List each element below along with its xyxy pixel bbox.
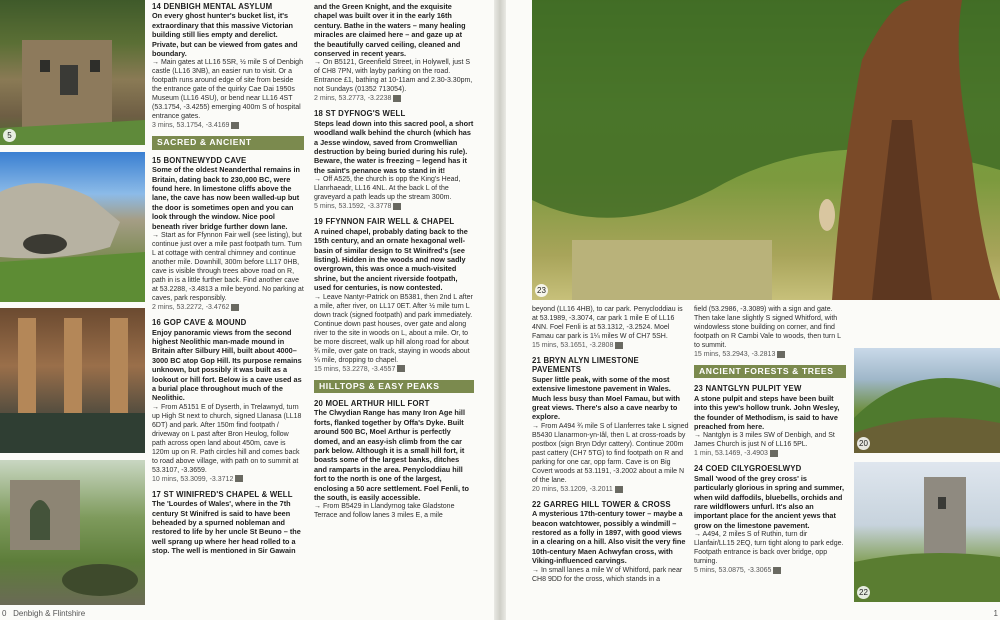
holy-well-bath-photo <box>0 308 145 453</box>
map-icon <box>231 304 239 311</box>
entry-title: 17 ST WINIFRED'S CHAPEL & WELL <box>152 489 293 499</box>
folio <box>2 609 85 618</box>
entry-body: The 'Lourdes of Wales', where in the 7th century St Winifred is said to have been beheaded by a spurned nobleman and restored to life by her uncle St Beuno – the well sprang up where her head rolled to a stop. The well is mentioned in Sir Gawain <box>152 499 301 556</box>
entry-title: 14 DENBIGH MENTAL ASYLUM <box>152 2 273 11</box>
entry-grid: 3 mins, 53.1754, -3.4169 <box>152 121 304 130</box>
left-column-2 <box>314 2 474 520</box>
entry-body: A ruined chapel, probably dating back to the 15th century, and an ornate hexagonal well-basin of similar design to St Winifred's (see listing). Hidden in the woods and now sadly overgrown, this was once a much-visited shrine, but the ancient riverside footpath, used for centuries, is now contested. <box>314 226 468 293</box>
entry-grid: 15 mins, 53.2943, -3.2813 <box>694 350 846 359</box>
map-icon <box>393 95 401 102</box>
asylum-ruin-photo <box>0 0 145 145</box>
entry-grid: 2 mins, 53.2773, -3.2238 <box>314 94 474 103</box>
chapter-name: Denbigh & Flintshire <box>13 609 86 618</box>
photo-number: 22 <box>857 586 870 599</box>
right-page <box>506 0 1000 620</box>
stone-tower-photo <box>854 462 1000 602</box>
limestone-cave-photo <box>0 152 145 302</box>
entry-body: The Clwydian Range has many Iron Age hill forts, flanked together by Offa's Dyke. Built around 500 BC, Moel Arthur is perfectly domed, and an easy-ish climb from the car park below. Although it is a small hill fort, it boasts some of the largest banks, ditches and ramparts in the area. Penycloddiau hill fort to the north is one of the largest, enclosing a 50 acre settlement. Foel Fenli, to the south, is easily accessible. <box>314 408 469 502</box>
entry-title: 18 ST DYFNOG'S WELL <box>314 109 406 119</box>
entry-body: Small 'wood of the grey cross' is particularly glorious in spring and summer, when wild daffodils, bluebells, orchids and rare wildflowers unfurl. It's also an important place for the ancient yews that grow on the limestone pavement. <box>694 473 845 530</box>
entry-title: 16 GOP CAVE & MOUND <box>152 318 247 328</box>
book-gutter <box>494 0 506 620</box>
entry-body: and the Green Knight, and the exquisite chapel was built over it in the early 16th century. Bathe in the waters – many healing miracles are claimed here – and gaze up at the beautifully carved ceiling, cleaned and conserved in recent years. <box>314 2 466 59</box>
entry-directions: → Off A525, the church is opp the King's Head, Llanrhaeadr, LL16 4NL. At the back L of the graveyard a path leads up the stream 300m. <box>314 176 461 202</box>
map-icon <box>615 342 623 349</box>
entry-grid: 20 mins, 53.1209, -3.2011 <box>532 485 690 494</box>
entry-grid: 5 mins, 53.0875, -3.3065 <box>694 566 846 575</box>
section-header-hilltops: HILLTOPS & EASY PEAKS <box>314 380 474 393</box>
hill-fort-photo <box>854 348 1000 453</box>
left-page <box>0 0 494 620</box>
entry-title: 23 NANTGLYN PULPIT YEW <box>694 384 802 394</box>
right-column-b <box>694 305 846 575</box>
entry-directions: → A494, 2 miles S of Ruthin, turn dir Llanfair/LL15 2EQ, turn tight along to park edge. Footpath entrance is back over bridge, opp turning. <box>694 531 844 566</box>
entry-grid: 15 mins, 53.2278, -3.4557 <box>314 365 474 374</box>
entry-title: 24 COED CILYGROESLWYD <box>694 464 802 474</box>
ancient-yew-photo <box>532 0 1000 300</box>
entry-body: A stone pulpit and steps have been built into this yew's hollow trunk. John Wesley, the founder of Methodism, is said to have preached from here. <box>694 393 840 432</box>
entry-body: Enjoy panoramic views from the second highest Neolithic man-made mound in Britain after Silbury Hill, built about 4000–3000 BC atop Gop Hill. Its purpose remains unknown, but possibly it was built as a lookout or hill fort. Below is a cave used as a burial place throughout much of the Neolithic. <box>152 327 302 403</box>
tower-illustration <box>854 462 1000 602</box>
map-icon <box>773 567 781 574</box>
entry-directions: → From B5429 in Llandyrnog take Gladstone Terrace and follow lanes 3 miles E, a mile <box>314 503 455 520</box>
entry-directions: → Start as for Ffynnon Fair well (see listing), but continue just over a mile past footpath turn. Turn L at cottage with central chimney and continue another mile. Downhill, 300m before LL17 0HB, cave is visible through trees above road on R, path in is a little further back. Find another cave at 53.2288, -3.4813 a mile beyond. No parking at caves, park responsibly. <box>152 232 304 303</box>
section-header-forests: ANCIENT FORESTS & TREES <box>694 365 846 378</box>
entry-grid: 15 mins, 53.1651, -3.2808 <box>532 341 690 350</box>
ruined-chapel-photo <box>0 460 145 605</box>
entry-grid: 5 mins, 53.1592, -3.3778 <box>314 202 474 211</box>
page-number: 0 <box>2 609 7 618</box>
entry-title: 15 BONTNEWYDD CAVE <box>152 155 247 165</box>
entry-title: 20 MOEL ARTHUR HILL FORT <box>314 398 430 408</box>
entry-title: 22 GARREG HILL TOWER & CROSS <box>532 499 671 509</box>
chapel-ruin-illustration <box>0 460 145 605</box>
asylum-ruin-illustration <box>0 0 145 145</box>
map-icon <box>777 351 785 358</box>
entry-directions: → Nantglyn is 3 miles SW of Denbigh, and St James Church is just N of LL16 5PL. <box>694 432 835 449</box>
map-icon <box>393 203 401 210</box>
entry-title: 21 BRYN ALYN LIMESTONE PAVEMENTS <box>532 356 639 375</box>
entry-directions: beyond (LL16 4HB), to car park. Penycloddiau is at 53.1989, -3.3074, car park 1 mile E of LL16 4NN. Foel Fenli is at 53.1312, -3.2524. Moel Famau car park is 1¼ miles W of CH7 5SH. <box>532 306 683 340</box>
entry-body: Some of the oldest Neanderthal remains in Britain, dating back to 230,000 BC, were found here. In limestone cliffs above the lane, the cave has now been walled-up but the door is sometimes open and you can look through the window. Nice pool beneath river bridge further down lane. <box>152 165 300 231</box>
entry-directions: → Main gates at LL16 5SR, ½ mile S of Denbigh castle (LL16 3NB), an easier run to visit. Or a footpath runs around edge of site from beside the entrance gate of the quirky Cae Dai 1950s Museum (LL16 4SU), or bend near LL16 4ST (53.1754, -3.4255) emerging 400m S of hospital entrance gates. <box>152 59 303 121</box>
hill-illustration <box>854 348 1000 453</box>
folio <box>994 609 998 618</box>
map-icon <box>770 450 778 457</box>
entry-directions: field (53.2986, -3.3089) with a sign and gate. Then take lane slightly S signed Whitford, with windowless stone building on corner, and find footpath on R Cambi Vale to woods, then turn L to summit. <box>694 306 841 349</box>
entry-directions: → In small lanes a mile W of Whitford, park near CH8 9DD for the cross, which stands in a <box>532 566 683 583</box>
entry-body: Steps lead down into this sacred pool, a short woodland walk behind the church (which has a Jesse window, saved from Cromwellian destruction by being buried during his rule). Beware, the water is freezing – legend has it the saint's penance was to stand in it! <box>314 118 474 175</box>
photo-number: 23 <box>535 284 548 297</box>
section-header-sacred: SACRED & ANCIENT <box>152 136 304 149</box>
cave-cliff-illustration <box>0 152 145 302</box>
entry-body: A mysterious 17th-century tower – maybe a beacon watchtower, possibly a windmill – restored as a folly in 1897, with good views in a clearing on a hill. Also visit the very fine 10th-century Maen Achwyfan cross, with Viking-influenced carvings. <box>532 509 686 566</box>
entry-grid: 1 min, 53.1469, -3.4903 <box>694 449 846 458</box>
map-icon <box>615 486 623 493</box>
yew-tree-illustration <box>532 0 1000 300</box>
entry-directions: → On B5121, Greenfield Street, in Holywell, just S of CH8 7PN, with layby parking on the road. Entrance £1, bathing at 10-11am and 2.30-3.30pm, not Sundays (01352 713054). <box>314 59 473 94</box>
entry-body: Super little peak, with some of the most extensive limestone pavement in Wales. Much less busy than Moel Famau, but with great views. There's also a cave nearby to explore. <box>532 374 680 422</box>
well-arches-illustration <box>0 308 145 453</box>
map-icon <box>231 122 239 129</box>
left-column-1 <box>152 2 304 556</box>
entry-title: 19 FFYNNON FAIR WELL & CHAPEL <box>314 217 455 227</box>
photo-number: 5 <box>3 129 16 142</box>
right-column-a <box>532 305 690 584</box>
photo-number: 20 <box>857 437 870 450</box>
map-icon <box>397 365 405 372</box>
entry-grid: 10 mins, 53.3099, -3.3712 <box>152 475 304 484</box>
page-number: 1 <box>993 609 998 618</box>
entry-directions: → From A494 ¾ mile S of Llanferres take L signed B5430 Llanarmon-yn-Iâl, then L at cross-roads by postbox (sign Bryn Ddyr cattery). Continue 200m past cattery (CH7 5TG) to find footpath on R and parking for one car, opp farm. Cave is on Big Covert woods at 53.1191, -3.2002 about a mile N of the lane. <box>532 422 689 484</box>
entry-directions: → Leave Nantyr-Patrick on B5381, then 2nd L after a mile, after river, on LL17 0ET. After ½ mile turn L down track (signed footpath) and park immediately. Continue down past houses, over gate and along river to the site in woods on L, about a mile. Or, to be more discreet, walk up hill along road for about ¾ mile, over gate on track, staying in woods about ¼ mile, dropping to chapel. <box>314 293 473 364</box>
entry-directions: → From A5151 E of Dyserth, in Trelawnyd, turn up High St next to church, signed Llanasa (LL18 6DT) and park. After 150m find footpath / driveway on L past after Bron Heulog, follow path across open land about 450m, cave is 120m up on R. Path circles hill and comes back to road above village, with path on to summit at 53.3107, -3.3659. <box>152 403 302 474</box>
map-icon <box>235 475 243 482</box>
entry-body: On every ghost hunter's bucket list, it's extraordinary that this massive Victorian building still lies empty and derelict. Private, but can be viewed from gates and boundary. <box>152 11 298 59</box>
entry-grid: 2 mins, 53.2272, -3.4762 <box>152 303 304 312</box>
